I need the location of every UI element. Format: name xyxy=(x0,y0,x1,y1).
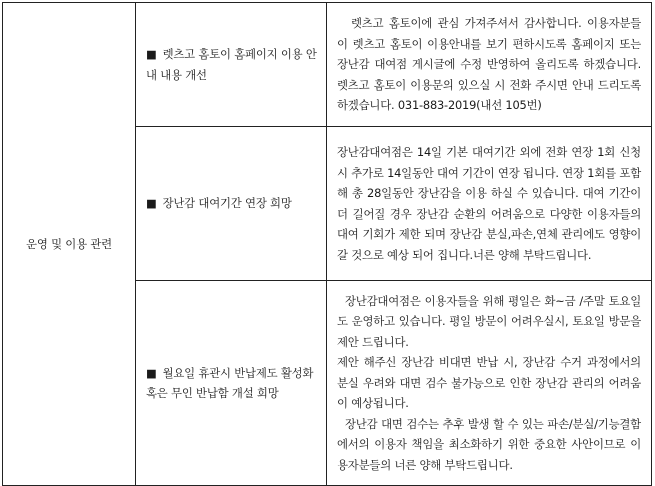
response-cell xyxy=(327,281,652,486)
response-paragraph: 렛츠고 홈토이에 관심 가져주셔서 감사합니다. 이용자분들이 렛츠고 홈토이 이용안내를 보기 편하시도록 홈페이지 또는 장난감 대여점 게시글에 수정 반영하여 올리도록 하겠습니다. 렛츠고 홈토이 이용문의 있으실 시 전화 주시면 안내 드리도록 하겠습니다. 031-883-2019(내선 105번) xyxy=(337,16,641,113)
bullet-square-icon: ■ xyxy=(146,365,157,380)
item-text: 장난감 대여기간 연장 희망 xyxy=(162,196,292,211)
item-cell xyxy=(136,3,327,127)
response-cell xyxy=(327,3,652,127)
bullet-square-icon: ■ xyxy=(146,47,157,61)
item-text: 월요일 휴관시 반납제도 활성화 혹은 무인 반납함 개설 희망 xyxy=(146,365,314,400)
response-paragraph: 장난감대여점은 이용자들을 위해 평일은 화~금 /주말 토요일도 운영하고 있습니다. 평일 방문이 어려우실시, 토요일 방문을 제안 드립니다. xyxy=(337,293,641,349)
table-row xyxy=(3,3,652,127)
feedback-table xyxy=(2,2,652,486)
response-paragraph: 장난감대여점은 14일 기본 대여기간 외에 전화 연장 1회 신청 시 추가로 14일동안 대여 기간이 연장 됩니다. 연장 1회를 포함해 총 28일동안 장난감을 이용 하실 수 있습니다. 대여 기간이 더 길어질 경우 장난감 순환의 어려움으로 다양한 이용자들의 대여 기회가 제한 되며 장난감 분실,파손,연체 관리에도 영향이 갈 것으로 예상 되어 집니다.너른 양해 부탁드립니다. xyxy=(337,145,641,262)
category-cell: 운영 및 이용 관련 xyxy=(3,3,136,486)
response-cell xyxy=(327,127,652,281)
item-cell xyxy=(136,281,327,486)
response-paragraph: 제안 해주신 장난감 비대면 반납 시, 장난감 수거 과정에서의 분실 우려와 대면 검수 불가능으로 인한 장난감 관리의 어려움이 예상됩니다. xyxy=(337,355,641,411)
item-cell xyxy=(136,127,327,281)
response-paragraph: 장난감 대면 검수는 추후 발생 할 수 있는 파손/분실/기능결함에서의 이용자 책임을 최소화하기 위한 중요한 사안이므로 이용자분들의 너른 양해 부탁드립니다. xyxy=(337,416,641,472)
bullet-square-icon: ■ xyxy=(146,196,157,211)
item-text: 렛츠고 홈토이 홈페이지 이용 안내 내용 개선 xyxy=(146,47,317,82)
